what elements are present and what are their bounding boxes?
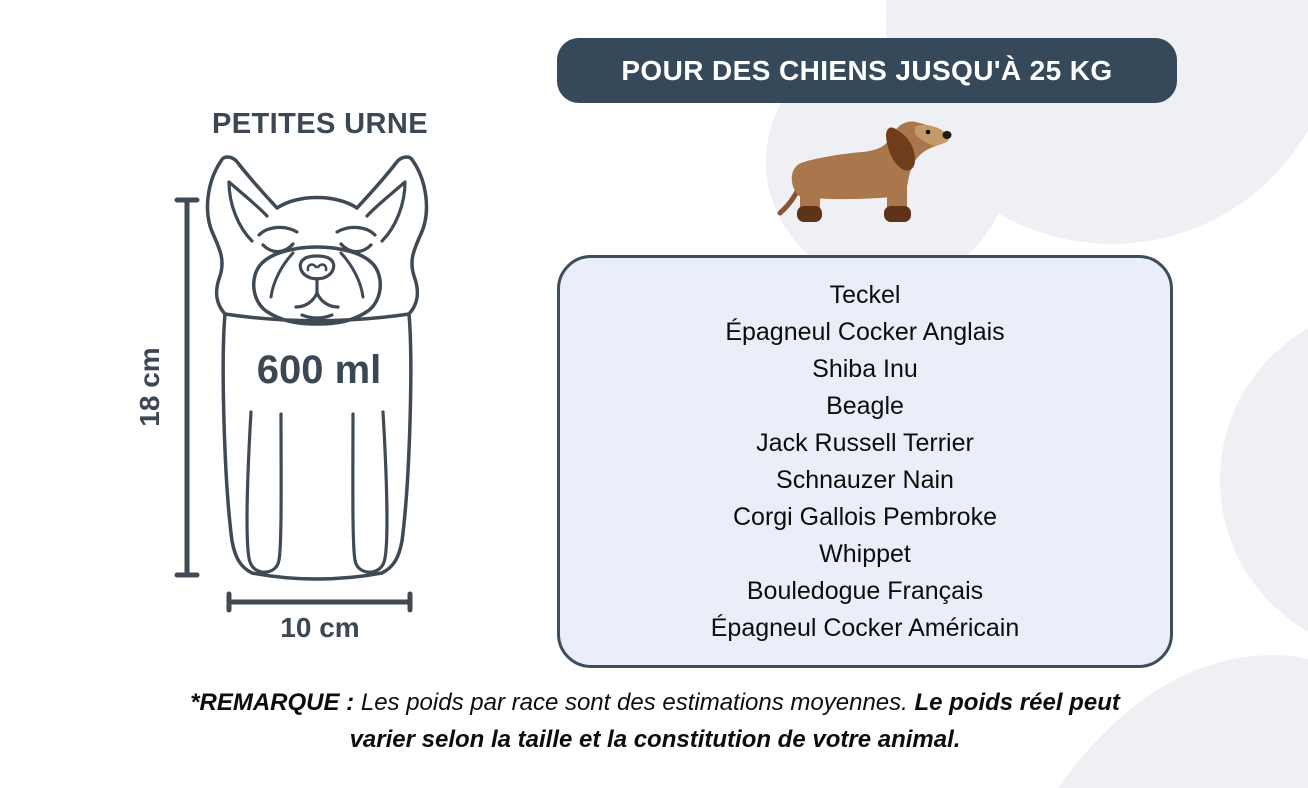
urn-width-label: 10 cm xyxy=(280,612,360,643)
urn-height-label: 18 cm xyxy=(134,347,165,427)
breed-item: Épagneul Cocker Anglais xyxy=(725,317,1005,346)
urn-size-title: PETITES URNE xyxy=(212,108,428,140)
breed-item: Beagle xyxy=(826,391,904,420)
urn-nostrils xyxy=(308,265,326,270)
weight-limit-label: POUR DES CHIENS JUSQU'À 25 KG xyxy=(621,54,1113,86)
dachshund-eye xyxy=(926,130,931,135)
breed-item: Jack Russell Terrier xyxy=(756,428,974,457)
dachshund-rear-paw xyxy=(797,206,822,222)
breed-item: Épagneul Cocker Américain xyxy=(710,613,1020,642)
breed-item: Corgi Gallois Pembroke xyxy=(733,502,997,531)
urn-paw-lines xyxy=(247,412,387,572)
breed-item: Bouledogue Français xyxy=(746,576,984,605)
paw-toe-circle xyxy=(1220,305,1308,655)
note-body: Les poids par race sont des estimations moyennes. xyxy=(354,689,915,716)
breed-item: Teckel xyxy=(829,280,901,309)
note-prefix: *REMARQUE : xyxy=(190,689,355,716)
note-text xyxy=(160,684,1150,758)
urn-mouth xyxy=(296,279,338,318)
breed-item: Whippet xyxy=(819,539,911,568)
breed-item: Schnauzer Nain xyxy=(776,465,954,494)
urn-volume-label: 600 ml xyxy=(256,348,382,392)
urn-inner-ears xyxy=(229,182,405,241)
dachshund-front-paw xyxy=(884,206,911,222)
weight-limit-banner xyxy=(557,38,1177,103)
dachshund-icon xyxy=(775,113,960,228)
height-dimension-line xyxy=(177,200,197,575)
breed-item: Shiba Inu xyxy=(812,354,918,383)
dachshund-nose xyxy=(943,131,952,139)
breed-list-box xyxy=(557,255,1173,668)
note-emphasis: Le poids réel peut varier selon la taille et la constitution de votre animal. xyxy=(349,689,1120,753)
width-dimension-line xyxy=(229,594,410,610)
